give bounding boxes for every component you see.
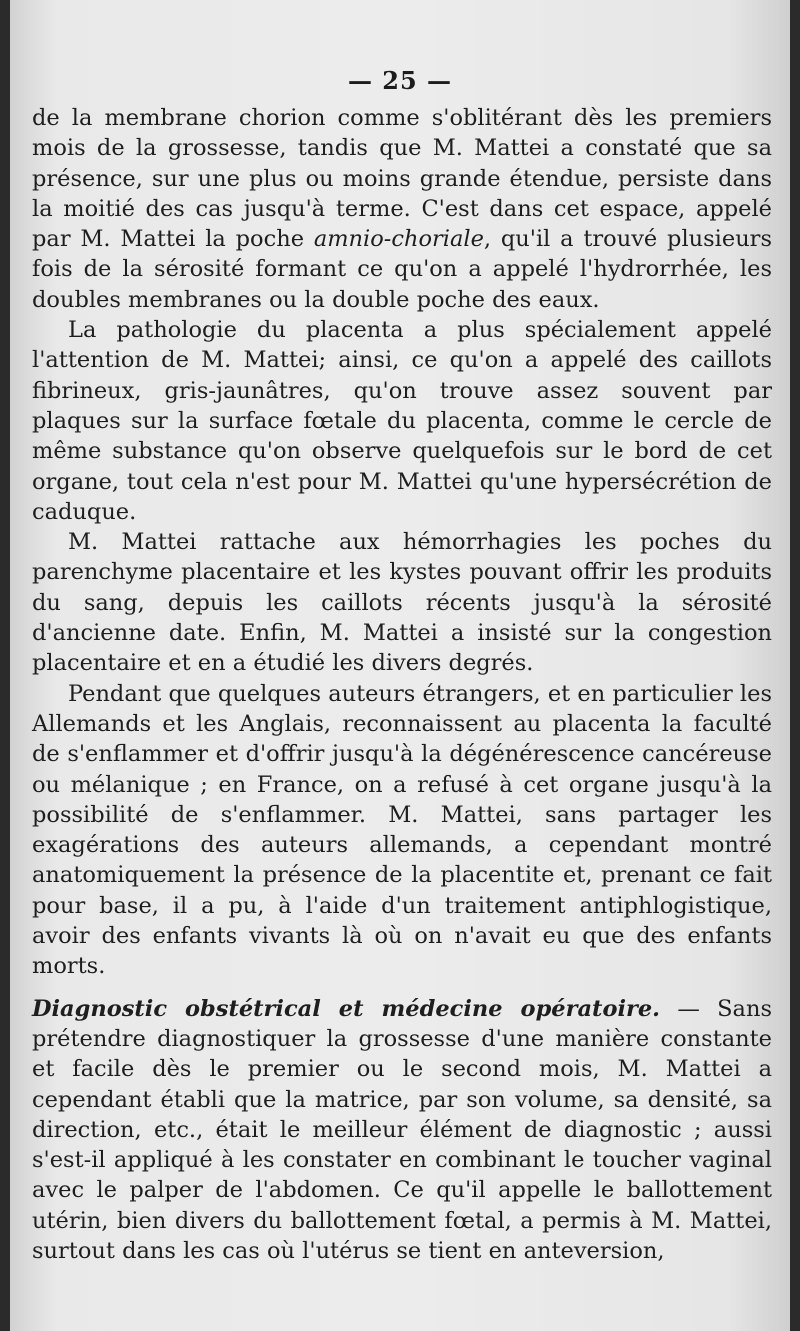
section-heading: Diagnostic obstétrical et médecine opératoire. (32, 995, 660, 1022)
paragraph-1-text: de la membrane chorion comme s'oblitérant dès les premiers mois de la grossesse, tandis que M. Mattei a constaté que sa présence, sur une plus ou moins grande étendue, persiste dans la moitié des cas jusqu'à terme. C'est dans cet espace, appelé par M. Mattei la poche (32, 105, 772, 253)
paragraph-3: M. Mattei rattache aux hémorrhagies les poches du parenchyme placentaire et les kystes pouvant offrir les produits du sang, depuis les caillots récents jusqu'à la sérosité d'ancienne date. Enfin, M. Mattei a insisté sur la congestion placentaire et en a étudié les divers degrés. (32, 529, 772, 677)
paragraph-1 (32, 103, 772, 315)
paragraph-2: La pathologie du placenta a plus spécialement appelé l'attention de M. Mattei; ainsi, ce qu'on a appelé des caillots fibrineux, gris-jaunâtres, qu'on trouve assez souvent par plaques sur la surface fœtale du placenta, comme le cercle de même substance qu'on observe quelquefois sur le bord de cet organe, tout cela n'est pour M. Mattei qu'une hypersécrétion de caduque. (32, 317, 772, 525)
paragraph-1-text-after: , qu'il a trouvé plusieurs fois de la sérosité formant ce qu'on a appelé l'hydrorrhée, les doubles membranes ou la double poche des eaux. (32, 226, 772, 313)
paragraph-4: Pendant que quelques auteurs étrangers, et en particulier les Allemands et les Anglais, reconnaissent au placenta la faculté de s'enflammer et d'offrir jusqu'à la dégénérescence cancéreuse ou mélanique ; en France, on a refusé à cet organe jusqu'à la possibilité de s'enflammer. M. Mattei, sans partager les exagérations des auteurs allemands, a cependant montré anatomiquement la présence de la placentite et, prenant ce fait pour base, il a pu, à l'aide d'un traitement antiphlogistique, avoir des enfants vivants là où on n'avait eu que des enfants morts. (32, 680, 772, 980)
page-number: — 25 — (347, 66, 453, 95)
paragraph-5-text: — Sans prétendre diagnostiquer la grossesse d'une manière constante et facile dès le premier ou le second mois, M. Mattei a cependant établi que la matrice, par son volume, sa densité, sa direction, etc., était le meilleur élément de diagnostic ; aussi s'est-il appliqué à les constater en combinant le toucher vaginal avec le palper de l'abdomen. Ce qu'il appelle le ballottement utérin, bien divers du ballottement fœtal, a permis à M. Mattei, surtout dans les cas où l'utérus se tient en anteversion, (32, 995, 772, 1264)
paragraph-5 (32, 994, 772, 1267)
book-page (10, 0, 790, 1331)
page-body (32, 103, 772, 1266)
paragraph-1-italic: amnio-choriale (313, 226, 484, 253)
